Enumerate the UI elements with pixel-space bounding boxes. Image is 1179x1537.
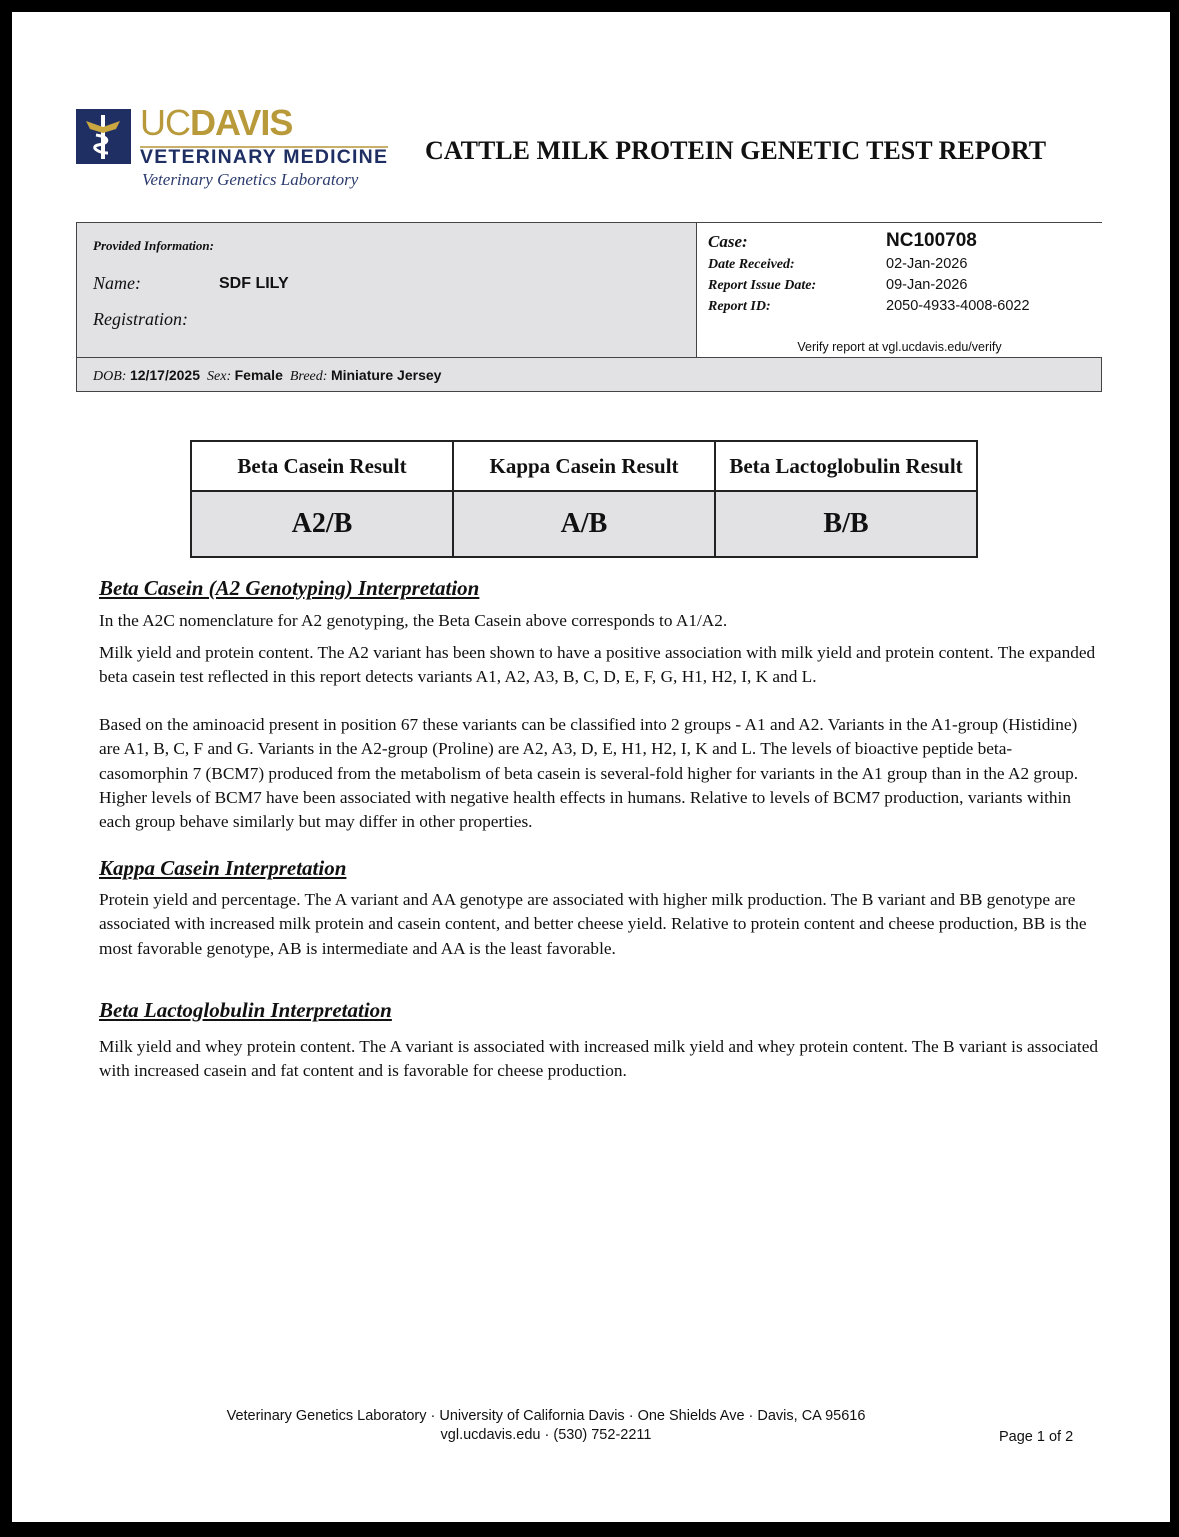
results-table [190,440,978,558]
animal-details-row [77,357,1101,392]
beta-lactoglobulin-header: Beta Lactoglobulin Result [715,441,977,491]
beta-lactoglobulin-result: B/B [715,491,977,557]
case-panel [696,223,1102,357]
date-received: 02-Jan-2026 [886,256,968,272]
issue-date: 09-Jan-2026 [886,277,968,293]
animal-name: SDF LILY [219,275,289,292]
issue-date-label: Report Issue Date: [708,278,817,293]
paragraph: Protein yield and percentage. The A variant and AA genotype are associated with higher milk production. The B variant and BB genotype are associated with increased milk protein and casein content, and better cheese yield. Relative to protein content and cheese production, BB is the most favorable genotype, AB is intermediate and AA is the least favorable. [99,890,1087,958]
verify-link[interactable]: Verify report at vgl.ucdavis.edu/verify [797,340,1002,354]
beta-casein-header: Beta Casein Result [191,441,453,491]
name-label: Name: [93,273,141,293]
report-id: 2050-4933-4008-6022 [886,298,1030,314]
case-label: Case: [708,232,748,251]
caduceus-logo-icon [76,109,131,164]
footer-contact: vgl.ucdavis.edu · (530) 752-2211 [440,1427,652,1443]
sex-label: Sex: [207,369,232,384]
dob: 12/17/2025 [129,367,201,383]
case-number: NC100708 [886,230,977,251]
logo-lab: Veterinary Genetics Laboratory [142,170,359,189]
breed: Miniature Jersey [330,367,442,383]
kappa-casein-heading: Kappa Casein Interpretation [99,856,347,880]
footer-address: Veterinary Genetics Laboratory · University of California Davis · One Shields Ave · Davis, CA 95616 [226,1408,866,1424]
kappa-casein-header: Kappa Casein Result [453,441,715,491]
logo-ucdavis: UCDAVIS [140,102,293,143]
paragraph: Milk yield and protein content. The A2 variant has been shown to have a positive association with milk yield and protein content. The expanded beta casein test reflected in this report detects variants A1, A2, A3, B, C, D, E, F, G, H1, H2, I, K and L. [99,643,1096,687]
logo-vetmed: VETERINARY MEDICINE [140,146,389,168]
breed-label: Breed: [289,369,328,384]
report-page [12,12,1170,1522]
sex: Female [234,367,283,383]
registration-label: Registration: [93,309,188,329]
beta-lactoglobulin-heading: Beta Lactoglobulin Interpretation [99,998,392,1022]
beta-casein-result: A2/B [191,491,453,557]
page-number: Page 1 of 2 [999,1429,1074,1445]
kappa-casein-result: A/B [453,491,715,557]
paragraph: Milk yield and whey protein content. The A variant is associated with increased milk yield and whey protein content. The B variant is associated with increased casein and fat content and is favorable for cheese production. [99,1037,1099,1081]
date-received-label: Date Received: [708,257,795,272]
paragraph: Based on the aminoacid present in position 67 these variants can be classified into 2 groups - A1 and A2. Variants in the A1-group (Histidine) are A1, B, C, F and G. Variants in the A2-group (Proline) are A2, A3, D, E, H1, H2, I, K and L. The levels of bioactive peptide beta-casomorphin 7 (BCM7) produced from the metabolism of beta casein is several-fold higher for variants in the A1 group than in the A2 group. Higher levels of BCM7 have been associated with negative health effects in humans. Relative to levels of BCM7 production, variants within each group behave similarly but may differ in other properties. [99,715,1079,832]
beta-casein-heading: Beta Casein (A2 Genotyping) Interpretation [99,576,480,600]
dob-label: DOB: [93,369,127,384]
provided-label: Provided Information: [93,238,214,253]
report-id-label: Report ID: [708,299,771,314]
report-title: CATTLE MILK PROTEIN GENETIC TEST REPORT [425,136,1047,165]
paragraph: In the A2C nomenclature for A2 genotyping, the Beta Casein above corresponds to A1/A2. [99,611,728,630]
info-box [76,222,1102,392]
